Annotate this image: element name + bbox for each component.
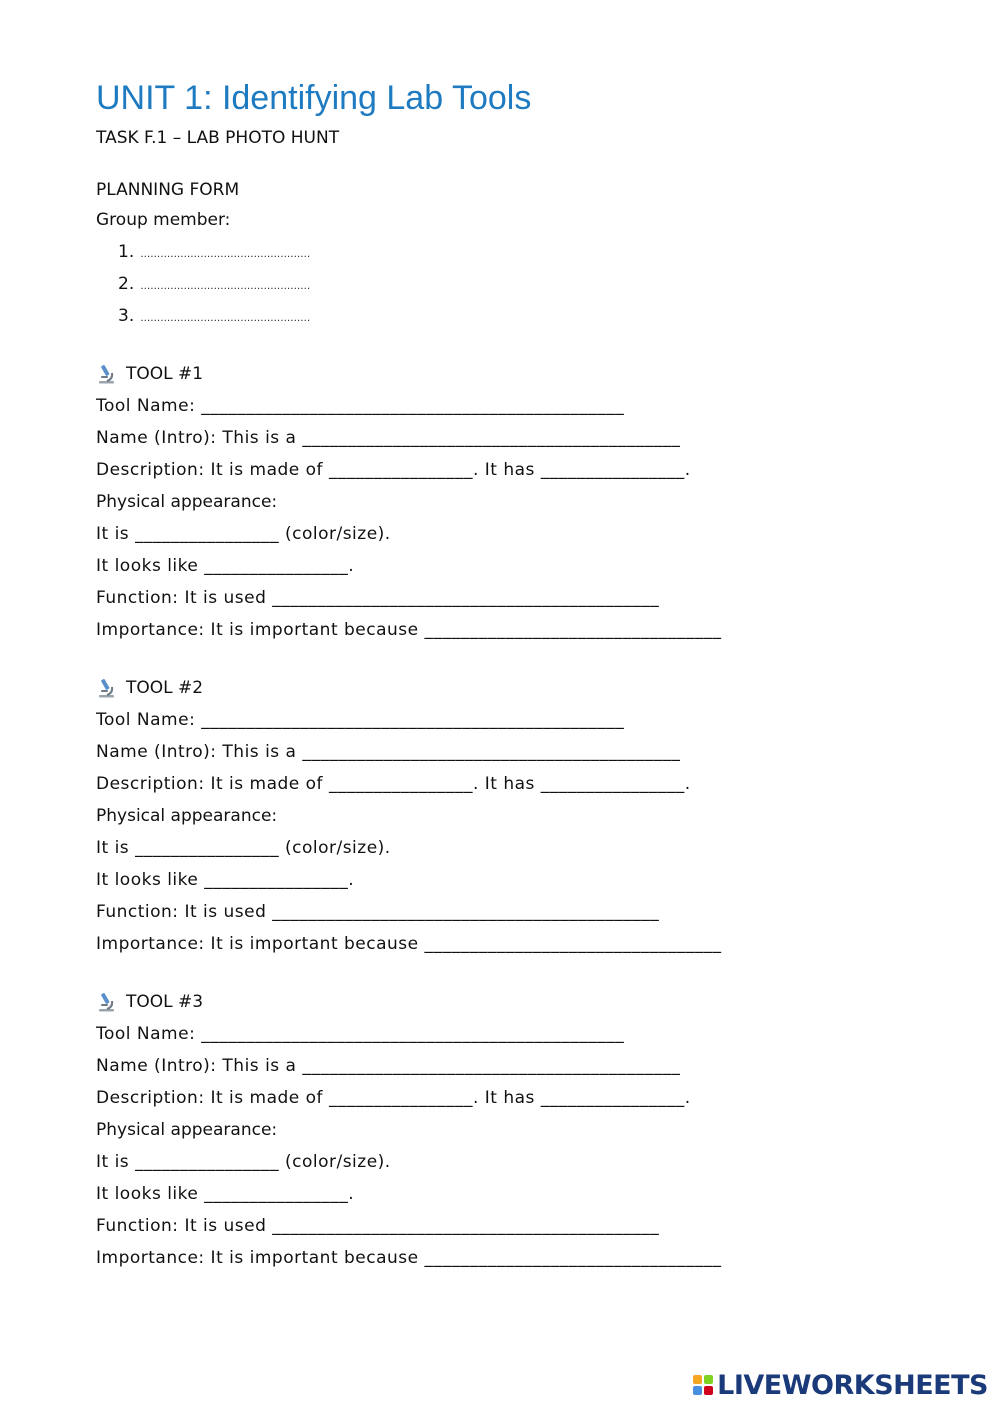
- microscope-icon: [96, 363, 118, 385]
- group-member-item[interactable]: [96, 268, 906, 300]
- name-intro-field[interactable]: Name (Intro): This is a __________________________________________: [96, 1056, 681, 1076]
- tool-section-3: [96, 986, 906, 1274]
- tool-name-field[interactable]: Tool Name: _______________________________________________: [96, 710, 625, 730]
- physical-appearance-label: Physical appearance:: [96, 492, 278, 512]
- logo-square: [693, 1386, 702, 1395]
- tool-heading: [96, 358, 906, 390]
- member-blank: ……………………………………………: [140, 313, 311, 324]
- physical-appearance-label: Physical appearance:: [96, 1120, 278, 1140]
- member-blank: ……………………………………………: [140, 249, 311, 260]
- tool-name-field[interactable]: Tool Name: _______________________________________________: [96, 396, 625, 416]
- tool-heading: [96, 672, 906, 704]
- member-number: 1.: [118, 242, 135, 262]
- name-intro-field[interactable]: Name (Intro): This is a __________________________________________: [96, 742, 681, 762]
- it-is-field[interactable]: It is ________________ (color/size).: [96, 1152, 391, 1172]
- logo-square: [693, 1375, 702, 1384]
- worksheet-page: [96, 78, 906, 1274]
- microscope-icon: [96, 991, 118, 1013]
- description-field[interactable]: Description: It is made of ________________. It has ________________.: [96, 1088, 691, 1108]
- function-field[interactable]: Function: It is used ___________________________________________: [96, 902, 660, 922]
- member-blank: ……………………………………………: [140, 281, 311, 292]
- member-number: 2.: [118, 274, 135, 294]
- liveworksheets-logo[interactable]: [693, 1368, 988, 1402]
- task-label: TASK F.1 – LAB PHOTO HUNT: [96, 128, 340, 148]
- member-number: 3.: [118, 306, 135, 326]
- function-field[interactable]: Function: It is used ___________________________________________: [96, 1216, 660, 1236]
- function-field[interactable]: Function: It is used ___________________________________________: [96, 588, 660, 608]
- importance-field[interactable]: Importance: It is important because _________________________________: [96, 1248, 722, 1268]
- description-field[interactable]: Description: It is made of ________________. It has ________________.: [96, 774, 691, 794]
- tool-section-1: [96, 358, 906, 646]
- logo-mark-icon: [693, 1375, 713, 1395]
- description-field[interactable]: Description: It is made of ________________. It has ________________.: [96, 460, 691, 480]
- tool-heading: [96, 986, 906, 1018]
- logo-square: [704, 1375, 713, 1384]
- physical-appearance-label: Physical appearance:: [96, 806, 278, 826]
- it-is-field[interactable]: It is ________________ (color/size).: [96, 838, 391, 858]
- page-title: UNIT 1: Identifying Lab Tools: [96, 79, 532, 117]
- group-member-item[interactable]: [96, 300, 906, 332]
- importance-field[interactable]: Importance: It is important because _________________________________: [96, 620, 722, 640]
- tool-heading-label: TOOL #2: [126, 678, 204, 698]
- looks-like-field[interactable]: It looks like ________________.: [96, 870, 355, 890]
- brand-name: LIVEWORKSHEETS: [717, 1369, 988, 1401]
- microscope-icon: [96, 677, 118, 699]
- tool-name-field[interactable]: Tool Name: _______________________________________________: [96, 1024, 625, 1044]
- tool-section-2: [96, 672, 906, 960]
- tool-heading-label: TOOL #3: [126, 992, 204, 1012]
- it-is-field[interactable]: It is ________________ (color/size).: [96, 524, 391, 544]
- importance-field[interactable]: Importance: It is important because _________________________________: [96, 934, 722, 954]
- name-intro-field[interactable]: Name (Intro): This is a __________________________________________: [96, 428, 681, 448]
- logo-square: [704, 1386, 713, 1395]
- group-member-label: Group member:: [96, 210, 231, 230]
- looks-like-field[interactable]: It looks like ________________.: [96, 556, 355, 576]
- looks-like-field[interactable]: It looks like ________________.: [96, 1184, 355, 1204]
- planning-form-label: PLANNING FORM: [96, 180, 240, 200]
- group-member-item[interactable]: [96, 236, 906, 268]
- tool-heading-label: TOOL #1: [126, 364, 204, 384]
- group-member-list: [96, 236, 906, 332]
